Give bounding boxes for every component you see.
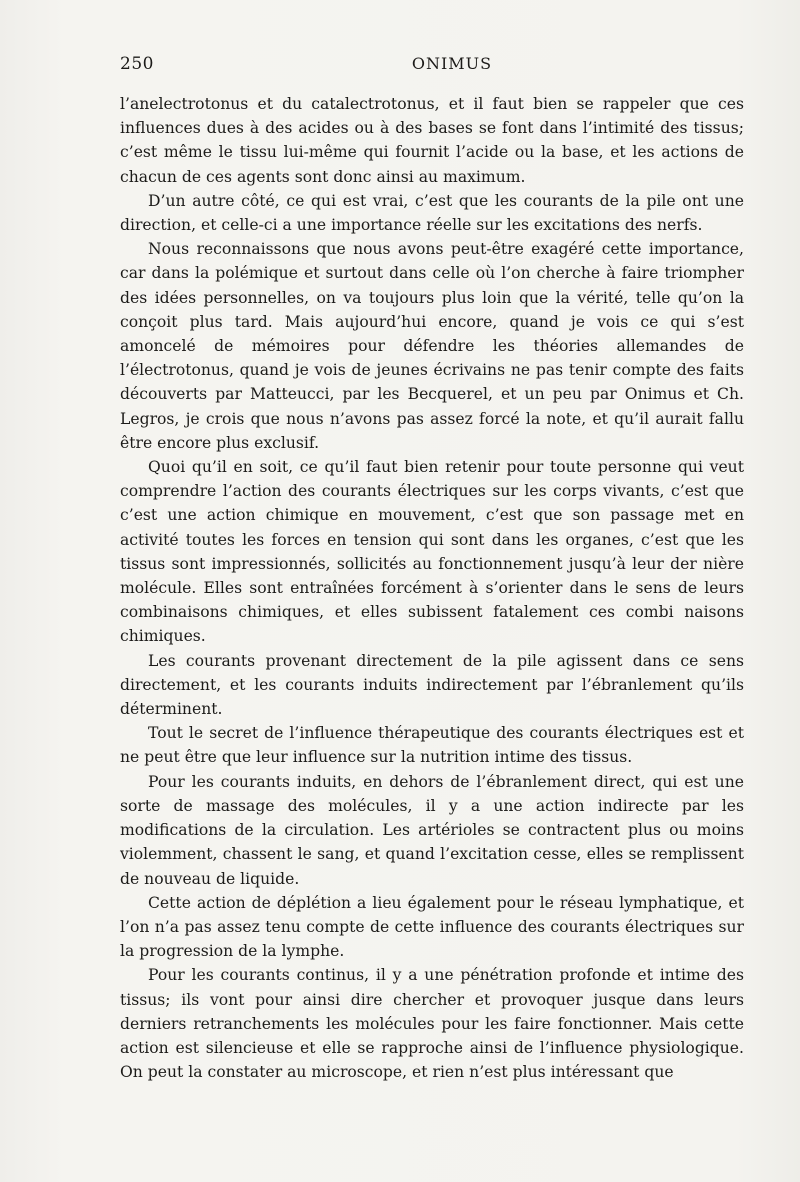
paragraph: Tout le secret de l’influence thérapeutique des courants électriques est et ne peut être que leur influence sur la nutrition intime des tissus.: [120, 724, 744, 767]
body-text: [120, 92, 744, 1084]
paragraph: Pour les courants continus, il y a une pénétration profonde et intime des tissus; ils vont pour ainsi dire chercher et provoquer jusque dans leurs derniers retranchements les molécules pour les faire fonctionner. Mais cette action est silencieuse et elle se rapproche ainsi de l’influence physiologique. On peut la constater au microscope, et rien n’est plus intéressant que: [120, 966, 744, 1082]
paragraph-continued: l’anelectrotonus et du catalectrotonus, et il faut bien se rappeler que ces influences dues à des acides ou à des bases se font dans l’intimité des tissus; c’est même le tissu lui-même qui fournit l’acide ou la base, et les actions de chacun de ces agents sont donc ainsi au maximum.: [120, 95, 744, 186]
paragraph: Les courants provenant directement de la pile agissent dans ce sens directement, et les courants induits indirectement par l’ébranlement qu’ils déterminent.: [120, 651, 744, 719]
page-header: [120, 54, 744, 78]
paragraph: Pour les courants induits, en dehors de l’ébranlement direct, qui est une sorte de massage des molécules, il y a une action indirecte par les modifications de la circulation. Les artérioles se contractent plus ou moins violemment, chassent le sang, et quand l’excitation cesse, elles se remplissent de nouveau de liquide.: [120, 772, 744, 888]
paragraph: Quoi qu’il en soit, ce qu’il faut bien retenir pour toute personne qui veut comprendre l’action des courants électriques sur les corps vivants, c’est que c’est une action chimique en mouvement, c’est que son passage met en activité toutes les forces en tension qui sont dans les organes, c’est que les tissus sont impressionnés, sollicités au fonctionnement jusqu’à leur der nière molécule. Elles sont entraînées forcément à s’orienter dans le sens de leurs combinaisons chimiques, et elles subissent fatalement ces combi naisons chimiques.: [120, 458, 744, 646]
paragraph: Nous reconnaissons que nous avons peut-être exagéré cette importance, car dans la polémique et surtout dans celle où l’on cherche à faire triompher des idées personnelles, on va toujours plus loin que la vérité, telle qu’on la conçoit plus tard. Mais aujourd’hui encore, quand je vois ce qui s’est amoncelé de mémoires pour défendre les théories allemandes de l’électrotonus, quand je vois de jeunes écrivains ne pas tenir compte des faits découverts par Matteucci, par les Becquerel, et un peu par Onimus et Ch. Legros, je crois que nous n’avons pas assez forcé la note, et qu’il aurait fallu être encore plus exclusif.: [120, 240, 744, 452]
running-head: ONIMUS: [411, 54, 493, 73]
paragraph: Cette action de déplétion a lieu également pour le réseau lymphatique, et l’on n’a pas assez tenu compte de cette influence des courants électriques sur la progression de la lymphe.: [120, 893, 744, 961]
page-number: 250: [120, 54, 154, 74]
paragraph: D’un autre côté, ce qui est vrai, c’est que les courants de la pile ont une direction, et celle-ci a une importance réelle sur les excitations des nerfs.: [120, 191, 744, 235]
